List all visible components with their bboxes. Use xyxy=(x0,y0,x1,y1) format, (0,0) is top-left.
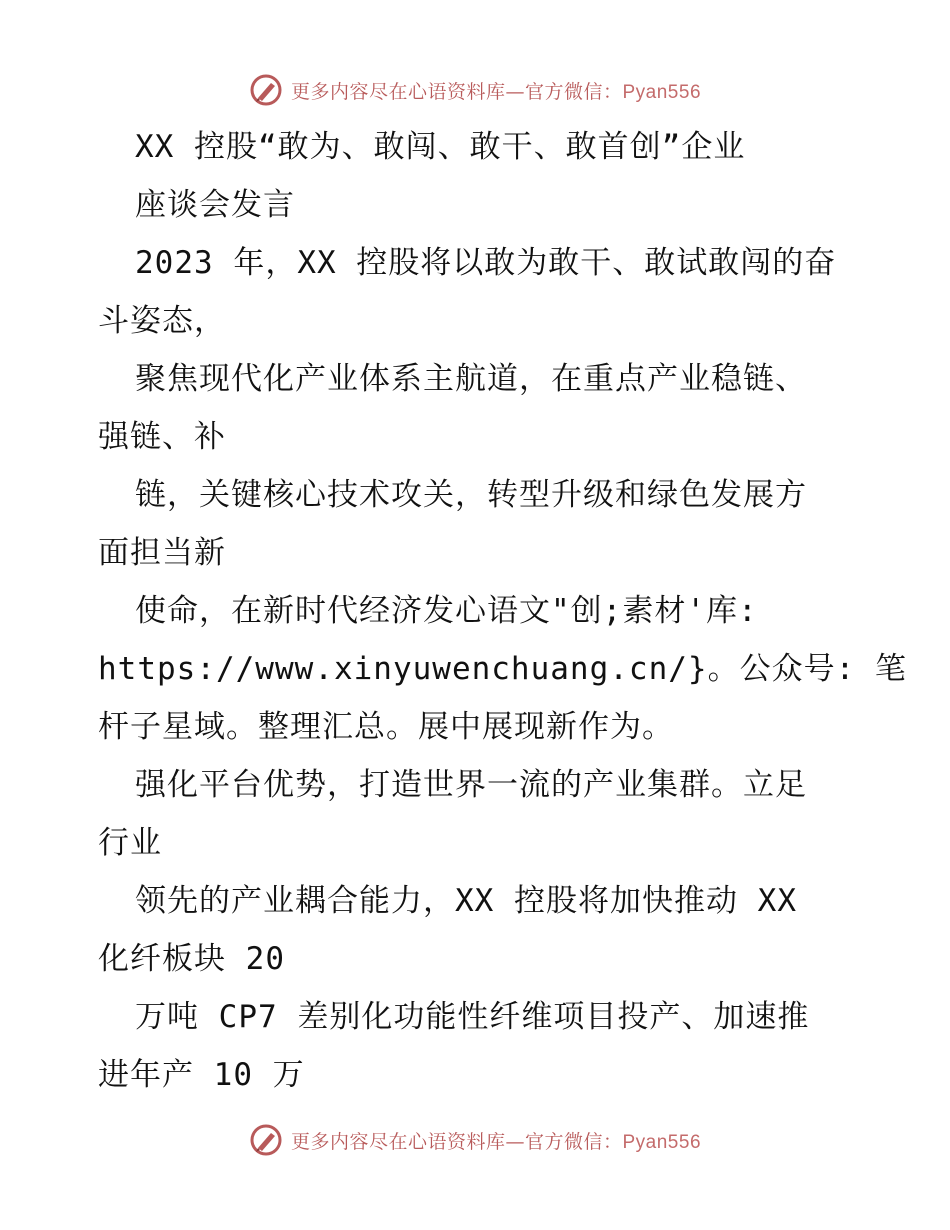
pen-logo-icon xyxy=(249,73,283,107)
text-line: 使命，在新时代经济发心语文"创;素材'库: xyxy=(135,593,758,629)
text-line: 聚焦现代化产业体系主航道，在重点产业稳链、 xyxy=(135,361,807,397)
text-line: https://www.xinyuwenchuang.cn/}。公众号: 笔 xyxy=(98,651,907,687)
document-body xyxy=(98,118,907,1104)
text-line: 座谈会发言 xyxy=(135,187,295,223)
text-line: 进年产 10 万 xyxy=(98,1057,305,1093)
text-line: 强链、补 xyxy=(98,419,226,455)
text-line: 面担当新 xyxy=(98,535,226,571)
pen-logo-icon xyxy=(249,1123,283,1157)
text-line: 2023 年，XX 控股将以敢为敢干、敢试敢闯的奋 xyxy=(135,245,837,281)
text-line: XX 控股“敢为、敢闯、敢干、敢首创”企业 xyxy=(135,129,746,165)
watermark-text: 更多内容尽在心语资料库—官方微信：Pyan556 xyxy=(290,1130,702,1153)
watermark-banner-bottom xyxy=(0,1120,950,1160)
text-line: 杆子星域。整理汇总。展中展现新作为。 xyxy=(98,709,674,745)
text-line: 化纤板块 20 xyxy=(98,941,285,977)
watermark-text: 更多内容尽在心语资料库—官方微信：Pyan556 xyxy=(290,80,702,103)
text-line: 行业 xyxy=(98,825,162,861)
text-line: 强化平台优势，打造世界一流的产业集群。立足 xyxy=(135,767,807,803)
text-line: 斗姿态， xyxy=(98,303,226,339)
text-line: 万吨 CP7 差别化功能性纤维项目投产、加速推 xyxy=(135,999,810,1035)
text-line: 领先的产业耦合能力，XX 控股将加快推动 XX xyxy=(135,883,797,919)
text-line: 链，关键核心技术攻关，转型升级和绿色发展方 xyxy=(135,477,807,513)
watermark-banner-top xyxy=(0,70,950,110)
